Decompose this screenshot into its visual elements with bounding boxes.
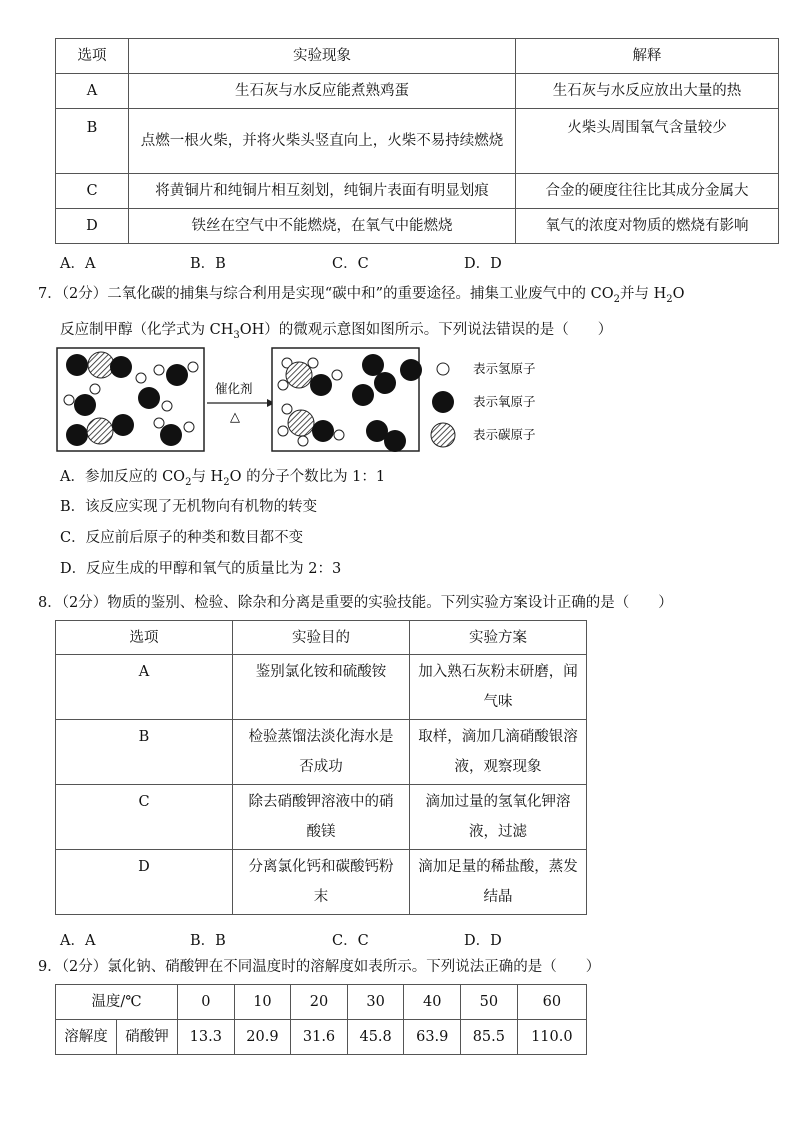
row-a-phenomenon: 生石灰与水反应能煮熟鸡蛋 <box>129 74 516 109</box>
oxygen-atom-icon <box>432 391 454 413</box>
q8-header-option: 选项 <box>56 621 233 655</box>
row-c-explanation: 合金的硬度往往比其成分金属大 <box>516 174 779 209</box>
choice-c[interactable]: C．C <box>332 256 369 272</box>
choice-d[interactable]: D．D <box>464 256 502 272</box>
q9-stem: 9．（2分）氯化钠、硝酸钾在不同温度时的溶解度如表所示。下列说法正确的是（ ） <box>38 959 601 975</box>
q8-choice-c[interactable]: C．C <box>332 933 369 949</box>
q9-solubility-table <box>55 984 587 1055</box>
q8-row-a-option: A <box>56 655 233 720</box>
q7-stem: 7．（2分）二氧化碳的捕集与综合利用是实现“碳中和”的重要途径。捕集工业废气中的 $CO_2$并与 $H_2O$ 反应制甲醇（化学式为 $CH_3OH$）的微观示意图如图所示。下列说法错误的是（ ） <box>38 286 685 341</box>
kno3-cell: 13.3 <box>178 1020 235 1055</box>
kno3-cell: 31.6 <box>291 1020 348 1055</box>
q8-stem: 8．（2分）物质的鉴别、检验、除杂和分离是重要的实验技能。下列实验方案设计正确的是（ ） <box>38 595 673 611</box>
q7-option-d[interactable]: D．反应生成的甲醇和氧气的质量比为 2：3 <box>60 561 342 577</box>
q8-row-b-plan: 取样，滴加几滴硝酸银溶 液，观察现象 <box>410 720 587 785</box>
temp-cell: 50 <box>461 985 518 1020</box>
q7-option-c[interactable]: C．反应前后原子的种类和数目都不变 <box>60 530 304 546</box>
row-c-option: C <box>56 174 129 209</box>
q7-option-a[interactable]: A．参加反应的 $CO_2$与 $H_2O$ 的分子个数比为 1：1 <box>60 469 386 488</box>
catalyst-label: 催化剂 <box>215 381 253 396</box>
row-d-phenomenon: 铁丝在空气中不能燃烧，在氧气中能燃烧 <box>129 209 516 244</box>
header-phenomenon: 实验现象 <box>129 39 516 74</box>
temp-cell: 20 <box>291 985 348 1020</box>
kno3-label: 硝酸钾 <box>117 1020 178 1055</box>
q8-row-a-purpose: 鉴别氯化铵和硫酸铵 <box>233 655 410 720</box>
q6-table <box>55 38 779 244</box>
q8-row-a-plan: 加入熟石灰粉末研磨，闻 气味 <box>410 655 587 720</box>
header-option: 选项 <box>56 39 129 74</box>
temp-cell: 30 <box>347 985 404 1020</box>
q8-choice-b[interactable]: B．B <box>190 933 226 949</box>
row-b-explanation: 火柴头周围氧气含量较少 <box>516 109 779 174</box>
row-a-explanation: 生石灰与水反应放出大量的热 <box>516 74 779 109</box>
temp-label: 温度/℃ <box>56 985 178 1020</box>
solubility-label: 溶解度 <box>56 1020 117 1055</box>
q8-row-c-plan: 滴加过量的氢氧化钾溶 液，过滤 <box>410 785 587 850</box>
legend-hydrogen: 表示氢原子 <box>473 361 536 376</box>
q8-row-c-option: C <box>56 785 233 850</box>
row-c-phenomenon: 将黄铜片和纯铜片相互刻划，纯铜片表面有明显划痕 <box>129 174 516 209</box>
temp-cell: 10 <box>234 985 291 1020</box>
q8-choice-d[interactable]: D．D <box>464 933 502 949</box>
row-b-option: B <box>56 109 129 174</box>
legend-oxygen: 表示氧原子 <box>473 394 536 409</box>
temp-cell: 0 <box>178 985 235 1020</box>
legend-carbon: 表示碳原子 <box>473 427 536 442</box>
q7-option-b[interactable]: B．该反应实现了无机物向有机物的转变 <box>60 499 318 515</box>
q8-table <box>55 620 587 915</box>
kno3-cell: 63.9 <box>404 1020 461 1055</box>
carbon-atom-icon <box>431 423 455 447</box>
kno3-cell: 45.8 <box>347 1020 404 1055</box>
q8-header-plan: 实验方案 <box>410 621 587 655</box>
q8-row-b-purpose: 检验蒸馏法淡化海水是 否成功 <box>233 720 410 785</box>
q8-row-d-purpose: 分离氯化钙和碳酸钙粉 末 <box>233 850 410 915</box>
q8-row-d-plan: 滴加足量的稀盐酸，蒸发 结晶 <box>410 850 587 915</box>
hydrogen-atom-icon <box>437 363 449 375</box>
header-explanation: 解释 <box>516 39 779 74</box>
row-b-phenomenon: 点燃一根火柴，并将火柴头竖直向上，火柴不易持续燃烧 <box>129 109 516 174</box>
temp-cell: 40 <box>404 985 461 1020</box>
temp-cell: 60 <box>517 985 586 1020</box>
q8-row-d-option: D <box>56 850 233 915</box>
kno3-cell: 110.0 <box>517 1020 586 1055</box>
row-d-option: D <box>56 209 129 244</box>
reaction-diagram <box>55 345 555 455</box>
kno3-cell: 20.9 <box>234 1020 291 1055</box>
row-d-explanation: 氧气的浓度对物质的燃烧有影响 <box>516 209 779 244</box>
row-a-option: A <box>56 74 129 109</box>
q8-row-b-option: B <box>56 720 233 785</box>
choice-b[interactable]: B．B <box>190 256 226 272</box>
q8-choice-a[interactable]: A．A <box>60 933 96 949</box>
choice-a[interactable]: A．A <box>60 256 96 272</box>
heat-label: △ <box>230 410 240 425</box>
q8-row-c-purpose: 除去硝酸钾溶液中的硝 酸镁 <box>233 785 410 850</box>
q8-header-purpose: 实验目的 <box>233 621 410 655</box>
kno3-cell: 85.5 <box>461 1020 518 1055</box>
